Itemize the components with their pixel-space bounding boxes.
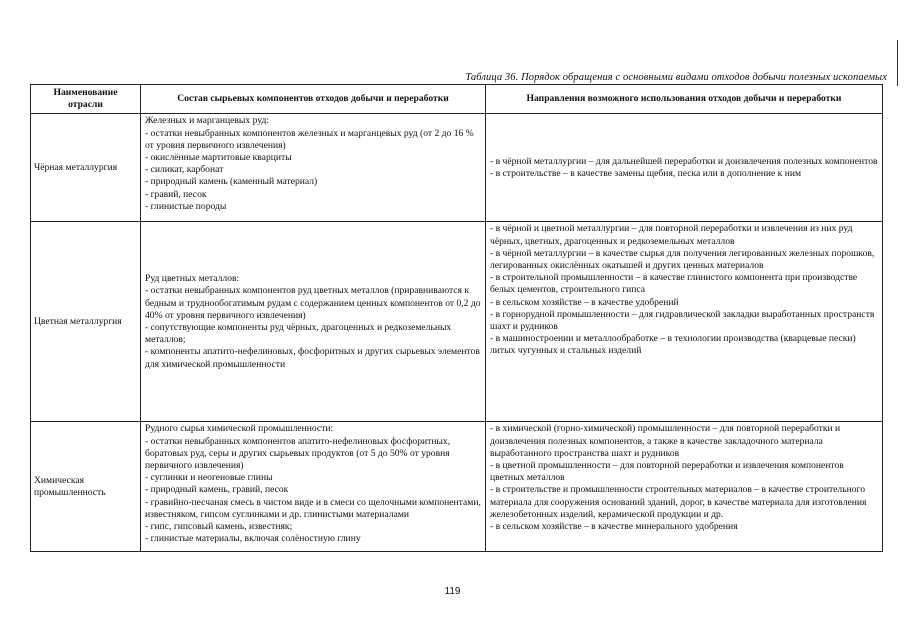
components-line: - компоненты апатито-нефелиновых, фосфоритных и других сырьевых элементов для химической промышленности xyxy=(145,346,480,370)
table-row-chemical xyxy=(31,422,883,552)
components-cell xyxy=(141,422,486,552)
margin-rule xyxy=(897,40,898,86)
components-line: Рудного сырья химической промышленности: xyxy=(145,423,334,435)
directions-line: - в цветной промышленности – для повторной переработки и извлечения компонентов цветных металлов xyxy=(490,460,844,484)
header-components: Состав сырьевых компонентов отходов добычи и переработки xyxy=(141,85,486,114)
table-caption: Таблица 36. Порядок обращения с основными видами отходов добычи полезных ископаемых xyxy=(465,72,887,83)
directions-line: - в строительстве и промышленности строительных материалов – в качестве строительного материала для сооружения оснований зданий, дорог, в качестве материала для изготовления железобетонных изделий, керамической продукции и др. xyxy=(490,484,867,520)
components-line: - остатки невыбранных компонентов апатито-нефелиновых фосфоритных, боратовых руд, серы и других сырьевых продуктов (от 5 до 50% от уровня первичного извлечения) xyxy=(145,435,451,472)
directions-cell xyxy=(486,114,883,222)
components-line: - суглинки и неогеновые глины xyxy=(145,472,273,484)
components-line: - гравий, песок xyxy=(145,188,207,200)
components-line: - остатки невыбранных компонентов железных и марганцевых руд (от 2 до 16 % от уровня первичного извлечения) xyxy=(145,127,474,151)
components-line: - сопутствующие компоненты руд чёрных, драгоценных и редкоземельных металлов; xyxy=(145,321,452,346)
directions-line: - в горнорудной промышленности – для гидравлической закладки выработанных пространств шахт и рудников xyxy=(490,308,875,333)
directions-line: - в сельском хозяйстве – в качестве удобрений xyxy=(490,296,679,308)
components-line: - силикат, карбонат xyxy=(145,164,224,176)
components-line: - природный камень (каменный материал) xyxy=(145,176,318,188)
components-line: - гипс, гипсовый камень, известняк; xyxy=(145,521,293,533)
components-cell xyxy=(141,114,486,222)
table-row-ferrous xyxy=(31,114,883,222)
components-line: Железных и марганцевых руд: xyxy=(145,115,269,127)
directions-line: - в чёрной металлургии – в качестве сырья для получения легированных железных порошков, легированных окислённых окатышей и других ценных материалов xyxy=(490,247,875,272)
directions-line: - в строительной промышленности – в качестве глинистого компонента при производстве белых цементов, строительного гипса xyxy=(490,272,858,296)
directions-cell xyxy=(486,422,883,552)
waste-table xyxy=(30,84,883,552)
table-header-row xyxy=(31,85,883,114)
directions-line: - в строительстве – в качестве замены щебня, песка или в дополнение к ним xyxy=(490,167,802,179)
header-directions: Направления возможного использования отходов добычи и переработки xyxy=(486,85,883,114)
components-line: Руд цветных металлов: xyxy=(145,273,240,285)
directions-line: - в чёрной и цветной металлургии – для повторной переработки и извлечения из них руд чёрных, цветных, драгоценных и редкоземельных металлов xyxy=(490,223,853,247)
components-line: - глинистые материалы, включая солёностную глину xyxy=(145,533,361,545)
components-line: - остатки невыбранных компонентов руд цветных металлов (приравниваются к бедным и труднообогатимым рудам с содержанием ценных компонентов от 0,2 до 40% от уровня первичного извлечения) xyxy=(145,285,481,321)
components-line: - окислённые мартитовые кварциты xyxy=(145,152,292,164)
components-line: - природный камень, гравий, песок xyxy=(145,484,289,496)
directions-line: - в машиностроении и металлообработке – в технологии производства (кварцевые пески) литых чугунных и стальных изделий xyxy=(490,333,856,357)
sector-cell: Химическая промышленность xyxy=(31,422,141,552)
directions-line: - в химической (горно-химической) промышленности – для повторной переработки и доизвлечения полезных компонентов, а также в качестве закладочного материала выработанного пространства шахт и рудников xyxy=(490,423,841,459)
sector-cell: Чёрная металлургия xyxy=(31,114,141,222)
sector-cell: Цветная металлургия xyxy=(31,222,141,422)
components-line: - гравийно-песчаная смесь в чистом виде и в смеси со щелочными компонентами, известняком, гипсом суглинками и др. глинистыми материалами xyxy=(145,496,481,520)
table-row-nonferrous xyxy=(31,222,883,422)
directions-line: - в чёрной металлургии – для дальнейшей переработки и доизвлечения полезных компонентов xyxy=(490,155,878,167)
directions-cell xyxy=(486,222,883,422)
header-sector: Наименование отрасли xyxy=(31,85,141,114)
directions-line: - в сельском хозяйстве – в качестве минерального удобрения xyxy=(490,521,738,533)
components-cell xyxy=(141,222,486,422)
components-line: - глинистые породы xyxy=(145,200,227,212)
page-number: 119 xyxy=(444,586,461,597)
